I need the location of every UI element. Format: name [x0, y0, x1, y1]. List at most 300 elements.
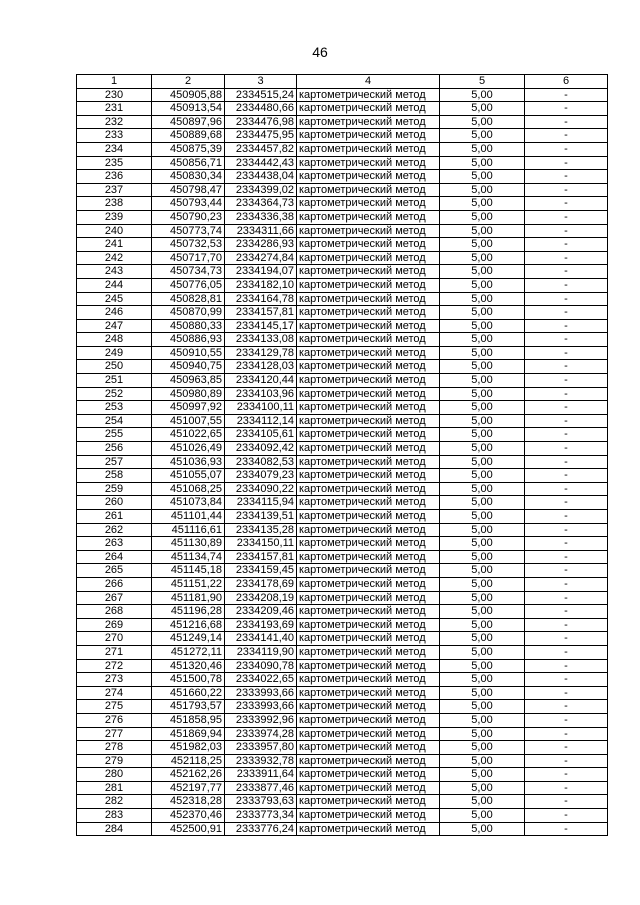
description-cell: -	[525, 401, 608, 415]
accuracy-cell: 5,00	[440, 401, 525, 415]
method-cell: картометрический метод	[297, 210, 440, 224]
point-number-cell: 236	[77, 170, 152, 184]
y-coordinate-cell: 2334364,73	[225, 197, 297, 211]
description-cell: -	[525, 632, 608, 646]
method-cell: картометрический метод	[297, 564, 440, 578]
description-cell: -	[525, 809, 608, 823]
x-coordinate-cell: 450980,89	[152, 387, 225, 401]
point-number-cell: 239	[77, 210, 152, 224]
accuracy-cell: 5,00	[440, 197, 525, 211]
point-number-cell: 264	[77, 550, 152, 564]
x-coordinate-cell: 450717,70	[152, 251, 225, 265]
table-row	[77, 88, 608, 102]
method-cell: картометрический метод	[297, 577, 440, 591]
table-row	[77, 292, 608, 306]
description-cell: -	[525, 428, 608, 442]
table-row	[77, 401, 608, 415]
accuracy-cell: 5,00	[440, 686, 525, 700]
method-cell: картометрический метод	[297, 401, 440, 415]
x-coordinate-cell: 451068,25	[152, 482, 225, 496]
table-row	[77, 686, 608, 700]
x-coordinate-cell: 450870,99	[152, 306, 225, 320]
description-cell: -	[525, 455, 608, 469]
description-cell: -	[525, 292, 608, 306]
table-body	[77, 88, 608, 836]
point-number-cell: 237	[77, 183, 152, 197]
accuracy-cell: 5,00	[440, 550, 525, 564]
method-cell: картометрический метод	[297, 754, 440, 768]
accuracy-cell: 5,00	[440, 577, 525, 591]
y-coordinate-cell: 2334135,28	[225, 523, 297, 537]
y-coordinate-cell: 2333992,96	[225, 713, 297, 727]
x-coordinate-cell: 452162,26	[152, 768, 225, 782]
table-row	[77, 659, 608, 673]
method-cell: картометрический метод	[297, 346, 440, 360]
column-header-5: 5	[440, 75, 525, 89]
point-number-cell: 282	[77, 795, 152, 809]
accuracy-cell: 5,00	[440, 183, 525, 197]
x-coordinate-cell: 452318,28	[152, 795, 225, 809]
y-coordinate-cell: 2334092,42	[225, 442, 297, 456]
accuracy-cell: 5,00	[440, 129, 525, 143]
point-number-cell: 246	[77, 306, 152, 320]
table-row	[77, 510, 608, 524]
accuracy-cell: 5,00	[440, 346, 525, 360]
method-cell: картометрический метод	[297, 129, 440, 143]
y-coordinate-cell: 2334182,10	[225, 278, 297, 292]
point-number-cell: 276	[77, 713, 152, 727]
accuracy-cell: 5,00	[440, 333, 525, 347]
method-cell: картометрический метод	[297, 251, 440, 265]
y-coordinate-cell: 2334286,93	[225, 238, 297, 252]
y-coordinate-cell: 2334128,03	[225, 360, 297, 374]
point-number-cell: 259	[77, 482, 152, 496]
point-number-cell: 273	[77, 673, 152, 687]
method-cell: картометрический метод	[297, 523, 440, 537]
description-cell: -	[525, 210, 608, 224]
description-cell: -	[525, 142, 608, 156]
x-coordinate-cell: 451181,90	[152, 591, 225, 605]
method-cell: картометрический метод	[297, 387, 440, 401]
table-row	[77, 306, 608, 320]
description-cell: -	[525, 795, 608, 809]
x-coordinate-cell: 451101,44	[152, 510, 225, 524]
method-cell: картометрический метод	[297, 156, 440, 170]
point-number-cell: 238	[77, 197, 152, 211]
accuracy-cell: 5,00	[440, 645, 525, 659]
point-number-cell: 257	[77, 455, 152, 469]
description-cell: -	[525, 115, 608, 129]
point-number-cell: 240	[77, 224, 152, 238]
method-cell: картометрический метод	[297, 292, 440, 306]
accuracy-cell: 5,00	[440, 251, 525, 265]
y-coordinate-cell: 2334475,95	[225, 129, 297, 143]
x-coordinate-cell: 451869,94	[152, 727, 225, 741]
column-header-6: 6	[525, 75, 608, 89]
description-cell: -	[525, 496, 608, 510]
y-coordinate-cell: 2333877,46	[225, 781, 297, 795]
y-coordinate-cell: 2334115,94	[225, 496, 297, 510]
description-cell: -	[525, 102, 608, 116]
table-row	[77, 754, 608, 768]
accuracy-cell: 5,00	[440, 537, 525, 551]
method-cell: картометрический метод	[297, 550, 440, 564]
x-coordinate-cell: 452118,25	[152, 754, 225, 768]
method-cell: картометрический метод	[297, 88, 440, 102]
accuracy-cell: 5,00	[440, 469, 525, 483]
x-coordinate-cell: 451073,84	[152, 496, 225, 510]
description-cell: -	[525, 224, 608, 238]
table-row	[77, 238, 608, 252]
x-coordinate-cell: 451249,14	[152, 632, 225, 646]
point-number-cell: 279	[77, 754, 152, 768]
y-coordinate-cell: 2334157,81	[225, 550, 297, 564]
table-row	[77, 809, 608, 823]
x-coordinate-cell: 451660,22	[152, 686, 225, 700]
method-cell: картометрический метод	[297, 822, 440, 836]
method-cell: картометрический метод	[297, 238, 440, 252]
description-cell: -	[525, 156, 608, 170]
table-row	[77, 455, 608, 469]
point-number-cell: 281	[77, 781, 152, 795]
column-header-1: 1	[77, 75, 152, 89]
accuracy-cell: 5,00	[440, 673, 525, 687]
description-cell: -	[525, 645, 608, 659]
accuracy-cell: 5,00	[440, 591, 525, 605]
y-coordinate-cell: 2334399,02	[225, 183, 297, 197]
x-coordinate-cell: 451007,55	[152, 414, 225, 428]
x-coordinate-cell: 450910,55	[152, 346, 225, 360]
y-coordinate-cell: 2334141,40	[225, 632, 297, 646]
point-number-cell: 269	[77, 618, 152, 632]
point-number-cell: 250	[77, 360, 152, 374]
y-coordinate-cell: 2334159,45	[225, 564, 297, 578]
table-row	[77, 632, 608, 646]
description-cell: -	[525, 238, 608, 252]
accuracy-cell: 5,00	[440, 605, 525, 619]
y-coordinate-cell: 2333932,78	[225, 754, 297, 768]
y-coordinate-cell: 2334274,84	[225, 251, 297, 265]
point-number-cell: 272	[77, 659, 152, 673]
table-row	[77, 170, 608, 184]
y-coordinate-cell: 2334194,07	[225, 265, 297, 279]
method-cell: картометрический метод	[297, 591, 440, 605]
table-row	[77, 115, 608, 129]
description-cell: -	[525, 129, 608, 143]
accuracy-cell: 5,00	[440, 632, 525, 646]
method-cell: картометрический метод	[297, 224, 440, 238]
y-coordinate-cell: 2334193,69	[225, 618, 297, 632]
accuracy-cell: 5,00	[440, 102, 525, 116]
table-row	[77, 265, 608, 279]
y-coordinate-cell: 2334311,66	[225, 224, 297, 238]
description-cell: -	[525, 822, 608, 836]
description-cell: -	[525, 713, 608, 727]
description-cell: -	[525, 469, 608, 483]
y-coordinate-cell: 2334090,78	[225, 659, 297, 673]
table-row	[77, 781, 608, 795]
description-cell: -	[525, 537, 608, 551]
x-coordinate-cell: 451130,89	[152, 537, 225, 551]
method-cell: картометрический метод	[297, 469, 440, 483]
method-cell: картометрический метод	[297, 645, 440, 659]
accuracy-cell: 5,00	[440, 387, 525, 401]
method-cell: картометрический метод	[297, 333, 440, 347]
table-row	[77, 129, 608, 143]
table-row	[77, 741, 608, 755]
accuracy-cell: 5,00	[440, 564, 525, 578]
y-coordinate-cell: 2334105,61	[225, 428, 297, 442]
accuracy-cell: 5,00	[440, 210, 525, 224]
y-coordinate-cell: 2334119,90	[225, 645, 297, 659]
accuracy-cell: 5,00	[440, 713, 525, 727]
x-coordinate-cell: 451320,46	[152, 659, 225, 673]
point-number-cell: 275	[77, 700, 152, 714]
table-row	[77, 251, 608, 265]
accuracy-cell: 5,00	[440, 238, 525, 252]
table-row	[77, 673, 608, 687]
table-row	[77, 374, 608, 388]
table-row	[77, 346, 608, 360]
description-cell: -	[525, 686, 608, 700]
description-cell: -	[525, 618, 608, 632]
method-cell: картометрический метод	[297, 700, 440, 714]
point-number-cell: 262	[77, 523, 152, 537]
point-number-cell: 277	[77, 727, 152, 741]
x-coordinate-cell: 451858,95	[152, 713, 225, 727]
description-cell: -	[525, 673, 608, 687]
method-cell: картометрический метод	[297, 482, 440, 496]
accuracy-cell: 5,00	[440, 482, 525, 496]
accuracy-cell: 5,00	[440, 822, 525, 836]
table-row	[77, 183, 608, 197]
accuracy-cell: 5,00	[440, 115, 525, 129]
accuracy-cell: 5,00	[440, 659, 525, 673]
point-number-cell: 231	[77, 102, 152, 116]
point-number-cell: 252	[77, 387, 152, 401]
table-row	[77, 564, 608, 578]
point-number-cell: 283	[77, 809, 152, 823]
point-number-cell: 258	[77, 469, 152, 483]
accuracy-cell: 5,00	[440, 428, 525, 442]
x-coordinate-cell: 450875,39	[152, 142, 225, 156]
x-coordinate-cell: 450997,92	[152, 401, 225, 415]
accuracy-cell: 5,00	[440, 510, 525, 524]
point-number-cell: 268	[77, 605, 152, 619]
point-number-cell: 248	[77, 333, 152, 347]
y-coordinate-cell: 2334178,69	[225, 577, 297, 591]
y-coordinate-cell: 2333957,80	[225, 741, 297, 755]
accuracy-cell: 5,00	[440, 442, 525, 456]
method-cell: картометрический метод	[297, 605, 440, 619]
y-coordinate-cell: 2333911,64	[225, 768, 297, 782]
table-row	[77, 482, 608, 496]
x-coordinate-cell: 450732,53	[152, 238, 225, 252]
method-cell: картометрический метод	[297, 374, 440, 388]
y-coordinate-cell: 2334164,78	[225, 292, 297, 306]
accuracy-cell: 5,00	[440, 292, 525, 306]
description-cell: -	[525, 754, 608, 768]
accuracy-cell: 5,00	[440, 170, 525, 184]
description-cell: -	[525, 523, 608, 537]
table-row	[77, 713, 608, 727]
point-number-cell: 270	[77, 632, 152, 646]
accuracy-cell: 5,00	[440, 781, 525, 795]
method-cell: картометрический метод	[297, 102, 440, 116]
x-coordinate-cell: 450963,85	[152, 374, 225, 388]
accuracy-cell: 5,00	[440, 795, 525, 809]
x-coordinate-cell: 451116,61	[152, 523, 225, 537]
point-number-cell: 267	[77, 591, 152, 605]
x-coordinate-cell: 450905,88	[152, 88, 225, 102]
method-cell: картометрический метод	[297, 428, 440, 442]
point-number-cell: 265	[77, 564, 152, 578]
accuracy-cell: 5,00	[440, 768, 525, 782]
y-coordinate-cell: 2334022,65	[225, 673, 297, 687]
accuracy-cell: 5,00	[440, 700, 525, 714]
x-coordinate-cell: 452500,91	[152, 822, 225, 836]
x-coordinate-cell: 450793,44	[152, 197, 225, 211]
method-cell: картометрический метод	[297, 727, 440, 741]
table-row	[77, 727, 608, 741]
description-cell: -	[525, 482, 608, 496]
method-cell: картометрический метод	[297, 278, 440, 292]
description-cell: -	[525, 741, 608, 755]
x-coordinate-cell: 451026,49	[152, 442, 225, 456]
description-cell: -	[525, 387, 608, 401]
description-cell: -	[525, 591, 608, 605]
x-coordinate-cell: 450856,71	[152, 156, 225, 170]
method-cell: картометрический метод	[297, 537, 440, 551]
x-coordinate-cell: 451272,11	[152, 645, 225, 659]
table-row	[77, 142, 608, 156]
y-coordinate-cell: 2334209,46	[225, 605, 297, 619]
x-coordinate-cell: 450828,81	[152, 292, 225, 306]
x-coordinate-cell: 451036,93	[152, 455, 225, 469]
y-coordinate-cell: 2334480,66	[225, 102, 297, 116]
description-cell: -	[525, 510, 608, 524]
accuracy-cell: 5,00	[440, 414, 525, 428]
point-number-cell: 263	[77, 537, 152, 551]
x-coordinate-cell: 450913,54	[152, 102, 225, 116]
y-coordinate-cell: 2334100,11	[225, 401, 297, 415]
x-coordinate-cell: 450897,96	[152, 115, 225, 129]
table-row	[77, 537, 608, 551]
point-number-cell: 230	[77, 88, 152, 102]
method-cell: картометрический метод	[297, 510, 440, 524]
table-row	[77, 224, 608, 238]
method-cell: картометрический метод	[297, 618, 440, 632]
accuracy-cell: 5,00	[440, 142, 525, 156]
x-coordinate-cell: 450734,73	[152, 265, 225, 279]
table-row	[77, 278, 608, 292]
description-cell: -	[525, 170, 608, 184]
description-cell: -	[525, 700, 608, 714]
table-header-row	[77, 75, 608, 89]
method-cell: картометрический метод	[297, 360, 440, 374]
method-cell: картометрический метод	[297, 442, 440, 456]
x-coordinate-cell: 452370,46	[152, 809, 225, 823]
point-number-cell: 241	[77, 238, 152, 252]
accuracy-cell: 5,00	[440, 618, 525, 632]
point-number-cell: 232	[77, 115, 152, 129]
table-row	[77, 550, 608, 564]
table-row	[77, 469, 608, 483]
y-coordinate-cell: 2334129,78	[225, 346, 297, 360]
description-cell: -	[525, 577, 608, 591]
point-number-cell: 256	[77, 442, 152, 456]
table-row	[77, 645, 608, 659]
point-number-cell: 247	[77, 319, 152, 333]
y-coordinate-cell: 2333993,66	[225, 686, 297, 700]
description-cell: -	[525, 278, 608, 292]
y-coordinate-cell: 2334139,51	[225, 510, 297, 524]
description-cell: -	[525, 414, 608, 428]
method-cell: картометрический метод	[297, 496, 440, 510]
method-cell: картометрический метод	[297, 686, 440, 700]
table-row	[77, 197, 608, 211]
method-cell: картометрический метод	[297, 659, 440, 673]
y-coordinate-cell: 2334079,23	[225, 469, 297, 483]
table-row	[77, 523, 608, 537]
table-row	[77, 795, 608, 809]
y-coordinate-cell: 2333773,34	[225, 809, 297, 823]
y-coordinate-cell: 2334090,22	[225, 482, 297, 496]
table-row	[77, 591, 608, 605]
method-cell: картометрический метод	[297, 741, 440, 755]
description-cell: -	[525, 564, 608, 578]
point-number-cell: 255	[77, 428, 152, 442]
point-number-cell: 260	[77, 496, 152, 510]
x-coordinate-cell: 450830,34	[152, 170, 225, 184]
y-coordinate-cell: 2333974,28	[225, 727, 297, 741]
description-cell: -	[525, 333, 608, 347]
point-number-cell: 261	[77, 510, 152, 524]
accuracy-cell: 5,00	[440, 455, 525, 469]
accuracy-cell: 5,00	[440, 374, 525, 388]
x-coordinate-cell: 451196,28	[152, 605, 225, 619]
x-coordinate-cell: 451134,74	[152, 550, 225, 564]
description-cell: -	[525, 88, 608, 102]
x-coordinate-cell: 450889,68	[152, 129, 225, 143]
accuracy-cell: 5,00	[440, 88, 525, 102]
x-coordinate-cell: 452197,77	[152, 781, 225, 795]
x-coordinate-cell: 451022,65	[152, 428, 225, 442]
accuracy-cell: 5,00	[440, 523, 525, 537]
table-row	[77, 102, 608, 116]
table-row	[77, 360, 608, 374]
point-number-cell: 244	[77, 278, 152, 292]
y-coordinate-cell: 2333793,63	[225, 795, 297, 809]
x-coordinate-cell: 450798,47	[152, 183, 225, 197]
accuracy-cell: 5,00	[440, 156, 525, 170]
y-coordinate-cell: 2334082,53	[225, 455, 297, 469]
table-row	[77, 442, 608, 456]
table-row	[77, 605, 608, 619]
table-row	[77, 496, 608, 510]
y-coordinate-cell: 2334438,04	[225, 170, 297, 184]
table-row	[77, 414, 608, 428]
description-cell: -	[525, 727, 608, 741]
point-number-cell: 280	[77, 768, 152, 782]
y-coordinate-cell: 2334476,98	[225, 115, 297, 129]
x-coordinate-cell: 451145,18	[152, 564, 225, 578]
description-cell: -	[525, 306, 608, 320]
method-cell: картометрический метод	[297, 713, 440, 727]
x-coordinate-cell: 451151,22	[152, 577, 225, 591]
x-coordinate-cell: 451055,07	[152, 469, 225, 483]
description-cell: -	[525, 265, 608, 279]
